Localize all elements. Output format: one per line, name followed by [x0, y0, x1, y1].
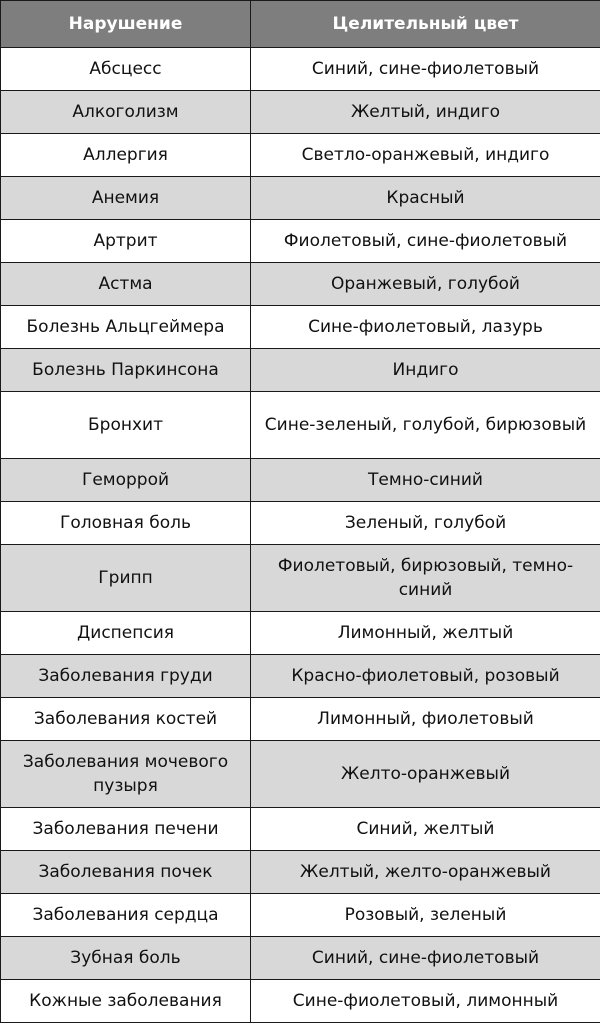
table-row — [1, 502, 600, 545]
disorder-cell: Аллергия — [1, 134, 251, 177]
disorder-cell: Заболевания сердца — [1, 894, 251, 937]
table-row — [1, 306, 600, 349]
disorder-cell: Головная боль — [1, 502, 251, 545]
color-cell: Желтый, индиго — [251, 91, 600, 134]
disorder-cell: Заболевания печени — [1, 808, 251, 851]
color-cell: Фиолетовый, сине-фиолетовый — [251, 220, 600, 263]
disorder-cell: Заболевания груди — [1, 655, 251, 698]
table-header-row — [1, 1, 600, 48]
color-cell: Сине-фиолетовый, лазурь — [251, 306, 600, 349]
table-row — [1, 698, 600, 741]
table-row — [1, 655, 600, 698]
disorder-cell: Анемия — [1, 177, 251, 220]
color-cell: Красный — [251, 177, 600, 220]
color-cell: Синий, сине-фиолетовый — [251, 48, 600, 91]
disorder-cell: Алкоголизм — [1, 91, 251, 134]
header-healing-color: Целительный цвет — [251, 1, 600, 48]
header-disorder: Нарушение — [1, 1, 251, 48]
color-cell: Зеленый, голубой — [251, 502, 600, 545]
table-row — [1, 545, 600, 612]
color-cell: Оранжевый, голубой — [251, 263, 600, 306]
color-cell: Желто-оранжевый — [251, 741, 600, 808]
table-row — [1, 91, 600, 134]
disorder-cell: Зубная боль — [1, 937, 251, 980]
table-row — [1, 177, 600, 220]
disorder-cell: Абсцесс — [1, 48, 251, 91]
table-row — [1, 980, 600, 1023]
disorder-cell: Заболевания мочевого пузыря — [1, 741, 251, 808]
disorder-cell: Астма — [1, 263, 251, 306]
table-row — [1, 263, 600, 306]
disorder-cell: Заболевания почек — [1, 851, 251, 894]
color-cell: Светло-оранжевый, индиго — [251, 134, 600, 177]
table-row — [1, 392, 600, 459]
color-cell: Лимонный, желтый — [251, 612, 600, 655]
color-cell: Фиолетовый, бирюзовый, темно-синий — [251, 545, 600, 612]
disorder-cell: Болезнь Альцгеймера — [1, 306, 251, 349]
color-cell: Темно-синий — [251, 459, 600, 502]
color-cell: Красно-фиолетовый, розовый — [251, 655, 600, 698]
color-cell: Розовый, зеленый — [251, 894, 600, 937]
table-row — [1, 808, 600, 851]
disorder-cell: Кожные заболевания — [1, 980, 251, 1023]
disorder-cell: Грипп — [1, 545, 251, 612]
color-cell: Сине-фиолетовый, лимонный — [251, 980, 600, 1023]
table-row — [1, 894, 600, 937]
color-cell: Сине-зеленый, голубой, бирюзовый — [251, 392, 600, 459]
disorder-cell: Артрит — [1, 220, 251, 263]
table-row — [1, 851, 600, 894]
disorder-cell: Заболевания костей — [1, 698, 251, 741]
table-row — [1, 612, 600, 655]
color-cell: Индиго — [251, 349, 600, 392]
disorder-cell: Геморрой — [1, 459, 251, 502]
table-row — [1, 741, 600, 808]
disorder-cell: Бронхит — [1, 392, 251, 459]
table-row — [1, 220, 600, 263]
table-row — [1, 459, 600, 502]
disorder-cell: Болезнь Паркинсона — [1, 349, 251, 392]
color-cell: Синий, сине-фиолетовый — [251, 937, 600, 980]
table-row — [1, 134, 600, 177]
table-row — [1, 937, 600, 980]
color-cell: Желтый, желто-оранжевый — [251, 851, 600, 894]
color-cell: Лимонный, фиолетовый — [251, 698, 600, 741]
color-cell: Синий, желтый — [251, 808, 600, 851]
disorder-cell: Диспепсия — [1, 612, 251, 655]
table-row — [1, 349, 600, 392]
table-row — [1, 48, 600, 91]
